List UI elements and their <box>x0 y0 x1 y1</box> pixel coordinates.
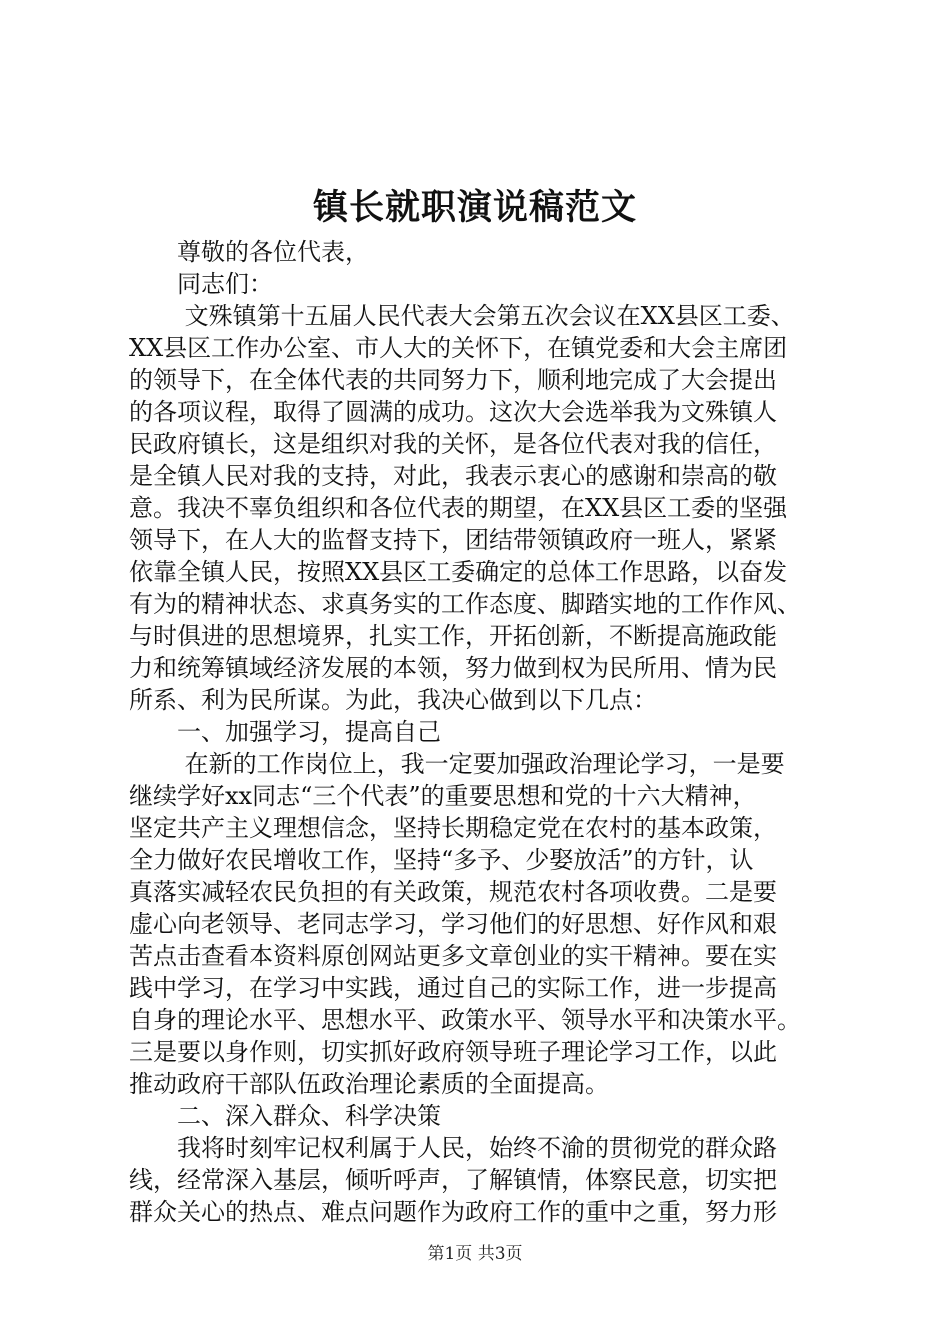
page-footer: 第1页 共3页 <box>427 1244 523 1264</box>
text-line: 我将时刻牢记权利属于人民，始终不渝的贯彻党的群众路 <box>129 1134 777 1162</box>
text-line: 依靠全镇人民，按照XX县区工委确定的总体工作思路，以奋发 <box>129 558 788 586</box>
text-line: 践中学习，在学习中实践，通过自己的实际工作，进一步提高 <box>129 974 777 1002</box>
text-line: 坚定共产主义理想信念，坚持长期稳定党在农村的基本政策， <box>129 814 777 842</box>
text-line: 苦点击查看本资料原创网站更多文章创业的实干精神。要在实 <box>129 942 777 970</box>
text-line: 群众关心的热点、难点问题作为政府工作的重中之重，努力形 <box>129 1198 777 1226</box>
text-line: 线，经常深入基层，倾听呼声，了解镇情，体察民意，切实把 <box>129 1166 777 1194</box>
text-line: 的各项议程，取得了圆满的成功。这次大会选举我为文殊镇人 <box>129 398 777 426</box>
text-line: 是全镇人民对我的支持，对此，我表示衷心的感谢和崇高的敬 <box>129 462 777 490</box>
text-line: 与时俱进的思想境界，扎实工作，开拓创新，不断提高施政能 <box>129 622 777 650</box>
text-line: 继续学好xx同志“三个代表”的重要思想和党的十六大精神， <box>129 782 757 810</box>
text-line: XX县区工作办公室、市人大的关怀下，在镇党委和大会主席团 <box>129 334 788 362</box>
text-line: 有为的精神状态、求真务实的工作态度、脚踏实地的工作作风、 <box>129 590 801 618</box>
text-line: 在新的工作岗位上，我一定要加强政治理论学习，一是要 <box>129 750 785 778</box>
text-line: 自身的理论水平、思想水平、政策水平、领导水平和决策水平。 <box>129 1006 801 1034</box>
text-line: 民政府镇长，这是组织对我的关怀，是各位代表对我的信任， <box>129 430 777 458</box>
text-line: 同志们： <box>129 270 273 298</box>
text-line: 文殊镇第十五届人民代表大会第五次会议在XX县区工委、 <box>129 302 795 330</box>
text-line: 所系、利为民所谋。为此，我决心做到以下几点： <box>129 686 657 714</box>
text-line: 力和统筹镇域经济发展的本领，努力做到权为民所用、情为民 <box>129 654 777 682</box>
text-line: 二、深入群众、科学决策 <box>129 1102 441 1130</box>
text-line: 三是要以身作则，切实抓好政府领导班子理论学习工作，以此 <box>129 1038 777 1066</box>
text-line: 的领导下，在全体代表的共同努力下，顺利地完成了大会提出 <box>129 366 777 394</box>
document-title: 镇长就职演说稿范文 <box>312 187 637 228</box>
text-line: 一、加强学习，提高自己 <box>129 718 441 746</box>
text-line: 推动政府干部队伍政治理论素质的全面提高。 <box>129 1070 609 1098</box>
text-line: 全力做好农民增收工作，坚持“多予、少娶放活”的方针，认 <box>129 846 754 874</box>
text-line: 虚心向老领导、老同志学习，学习他们的好思想、好作风和艰 <box>129 910 777 938</box>
text-line: 意。我决不辜负组织和各位代表的期望，在XX县区工委的坚强 <box>129 494 788 522</box>
document-body <box>129 236 834 1228</box>
text-line: 真落实减轻农民负担的有关政策，规范农村各项收费。二是要 <box>129 878 777 906</box>
text-line: 尊敬的各位代表， <box>129 238 369 266</box>
text-line: 领导下，在人大的监督支持下，团结带领镇政府一班人，紧紧 <box>129 526 777 554</box>
